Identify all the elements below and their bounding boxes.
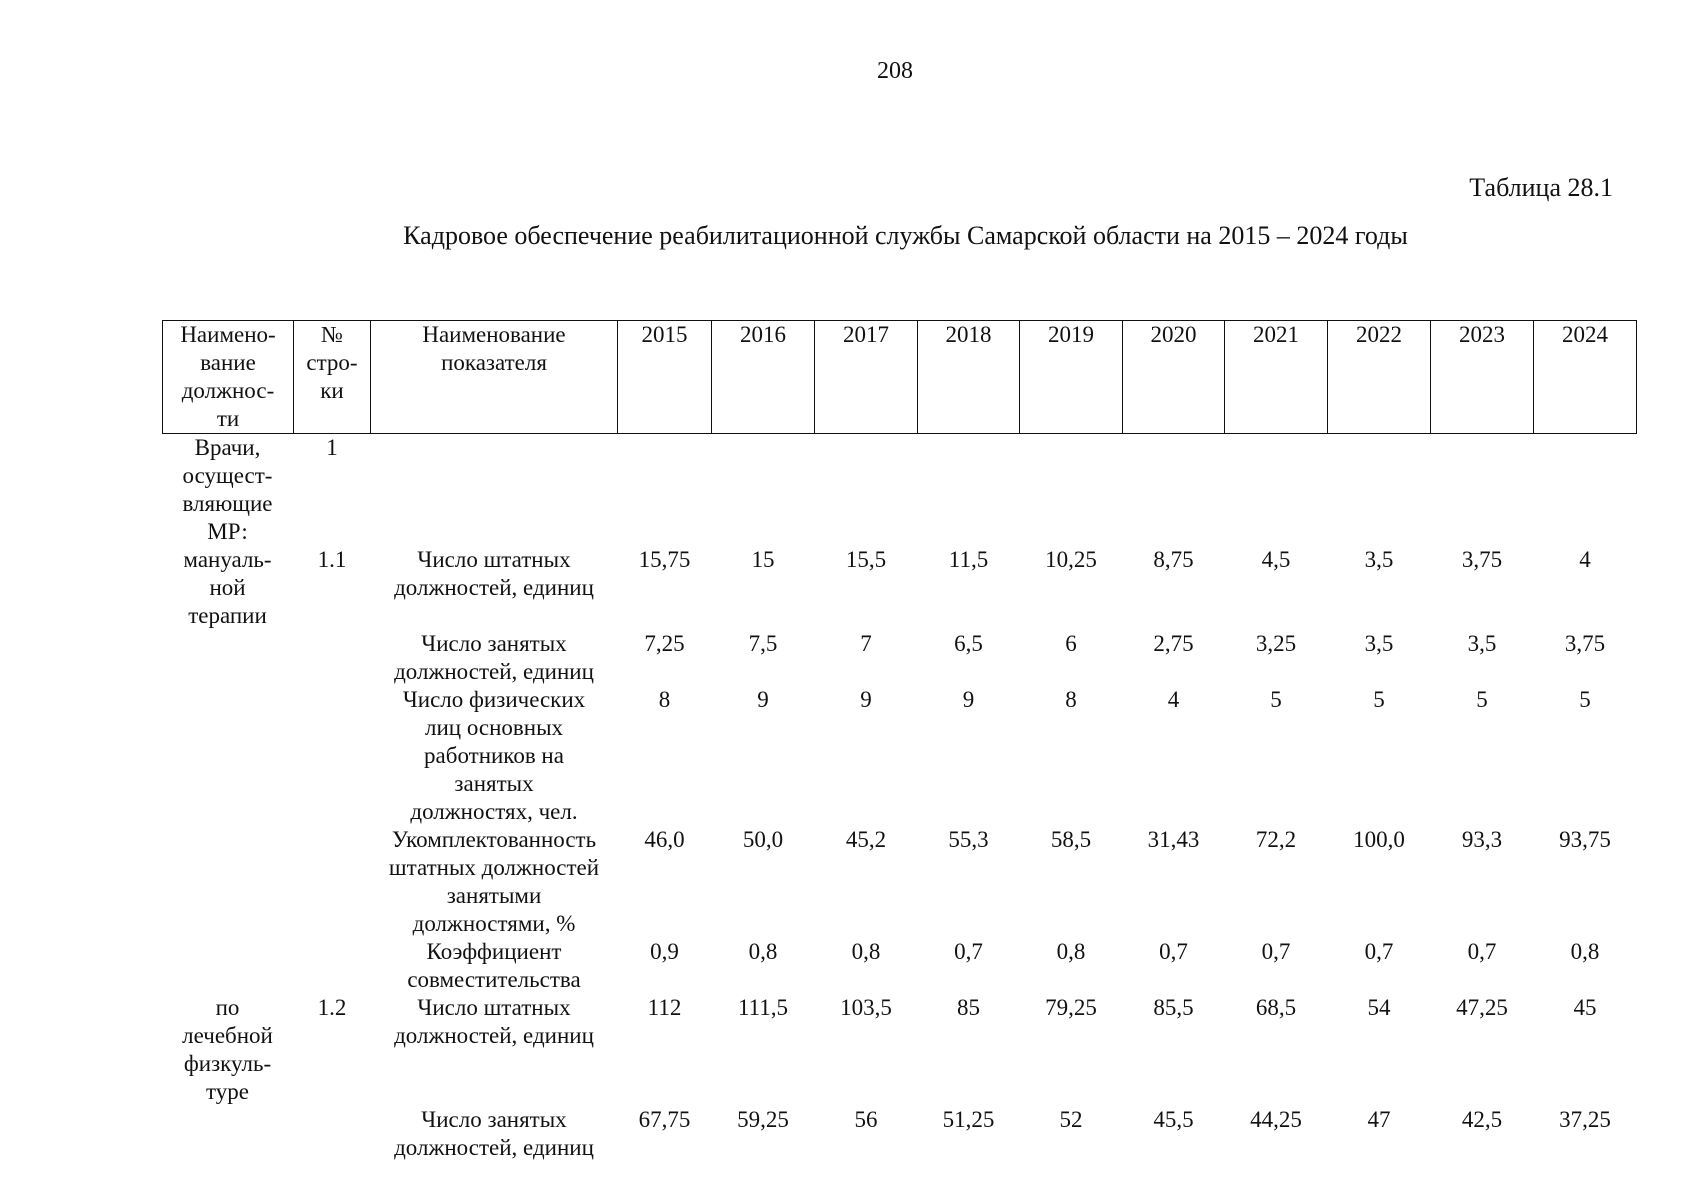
indicator-cell: Число штатных должностей, единиц (394, 547, 594, 600)
value-cell: 93,3 (1461, 827, 1503, 852)
indicator-cell (371, 434, 618, 547)
value-cell: 8,75 (1153, 547, 1194, 572)
value-cell: 54 (1367, 995, 1391, 1020)
value-cell (1123, 434, 1225, 547)
position-cell (163, 1106, 294, 1162)
value-cell: 0,8 (1570, 939, 1600, 964)
value-cell: 100,0 (1353, 827, 1405, 852)
value-cell: 2,75 (1153, 631, 1194, 656)
value-cell: 55,3 (948, 827, 989, 852)
value-cell: 111,5 (737, 995, 789, 1020)
table-row (163, 994, 1637, 1106)
value-cell: 15 (751, 547, 775, 572)
value-cell (1020, 434, 1123, 547)
value-cell: 50,0 (742, 827, 784, 852)
value-cell: 8 (658, 687, 671, 712)
position-cell: Врачи, осущест- вляющие МР: (182, 435, 273, 544)
line-no-cell (294, 686, 371, 826)
value-cell: 0,8 (851, 939, 881, 964)
value-cell: 0,7 (954, 939, 983, 964)
line-no-cell (294, 826, 371, 938)
value-cell: 45,5 (1153, 1107, 1194, 1132)
value-cell: 79,25 (1045, 995, 1097, 1020)
table-title: Кадровое обеспечение реабилитационной службы Самарской области на 2015 – 2024 годы (403, 221, 1408, 250)
value-cell: 45,2 (845, 827, 887, 852)
line-no-cell (294, 938, 371, 994)
value-cell (1534, 434, 1637, 547)
value-cell: 9 (962, 687, 975, 712)
position-cell (163, 686, 294, 826)
value-cell: 85,5 (1153, 995, 1194, 1020)
value-cell: 4 (1167, 687, 1180, 712)
position-cell (163, 630, 294, 686)
value-cell: 5 (1270, 687, 1282, 712)
header-year: 2023 (1431, 321, 1534, 434)
value-cell: 5 (1373, 687, 1385, 712)
value-cell: 112 (647, 995, 682, 1020)
value-cell: 47,25 (1456, 995, 1508, 1020)
value-cell: 3,5 (1467, 631, 1497, 656)
value-cell (1328, 434, 1431, 547)
value-cell: 31,43 (1147, 827, 1200, 852)
position-cell: по лечебной физкуль- туре (182, 995, 273, 1104)
header-row (163, 321, 1637, 434)
table-row (163, 826, 1637, 938)
value-cell: 0,8 (748, 939, 778, 964)
value-cell: 0,7 (1364, 939, 1394, 964)
value-cell: 47 (1367, 1107, 1391, 1132)
header-year: 2019 (1020, 321, 1123, 434)
value-cell (712, 434, 815, 547)
value-cell: 85 (957, 995, 980, 1020)
value-cell: 46,0 (644, 827, 685, 852)
value-cell (815, 434, 918, 547)
value-cell: 9 (757, 687, 769, 712)
table-row (163, 630, 1637, 686)
table-row (163, 1106, 1637, 1162)
line-no-cell: 1.2 (317, 995, 347, 1020)
value-cell: 0,7 (1159, 939, 1188, 964)
header-position (163, 321, 294, 434)
value-cell: 37,25 (1559, 1107, 1611, 1132)
header-year: 2015 (618, 321, 712, 434)
header-year: 2016 (712, 321, 815, 434)
value-cell: 42,5 (1461, 1107, 1503, 1132)
value-cell: 15,75 (638, 547, 691, 572)
value-cell: 10,25 (1045, 547, 1097, 572)
table-header (163, 321, 1637, 434)
header-year: 2024 (1534, 321, 1637, 434)
value-cell: 72,2 (1255, 827, 1297, 852)
position-cell: мануаль- ной терапии (183, 547, 272, 628)
value-cell: 7,5 (748, 631, 778, 656)
position-cell (163, 826, 294, 938)
value-cell: 68,5 (1255, 995, 1297, 1020)
header-year: 2017 (815, 321, 918, 434)
value-cell (618, 434, 712, 547)
table-body (163, 434, 1637, 1163)
page-number: 208 (877, 58, 913, 84)
table-caption: Таблица 28.1 (1469, 173, 1613, 202)
value-cell: 9 (860, 687, 872, 712)
value-cell: 7,25 (644, 631, 685, 656)
table-row (163, 938, 1637, 994)
indicator-cell: Число занятых должностей, единиц (394, 1107, 594, 1160)
value-cell: 45 (1573, 995, 1597, 1020)
line-no-cell: 1 (326, 435, 338, 460)
value-cell: 6 (1065, 631, 1077, 656)
indicator-cell: Коэффициент совместительства (407, 939, 581, 992)
value-cell: 51,25 (942, 1107, 995, 1132)
value-cell: 3,25 (1255, 631, 1297, 656)
header-line-no-text: № стро- ки (306, 322, 358, 403)
value-cell: 44,25 (1250, 1107, 1302, 1132)
header-line-no (294, 321, 371, 434)
indicator-cell: Число штатных должностей, единиц (394, 995, 594, 1048)
header-year: 2022 (1328, 321, 1431, 434)
value-cell: 5 (1579, 687, 1591, 712)
header-position-text: Наимено- вание должнос- ти (180, 322, 276, 431)
header-year: 2020 (1123, 321, 1225, 434)
value-cell (1225, 434, 1328, 547)
value-cell: 52 (1059, 1107, 1083, 1132)
value-cell: 3,5 (1364, 631, 1394, 656)
header-year: 2021 (1225, 321, 1328, 434)
value-cell: 0,9 (650, 939, 679, 964)
value-cell (918, 434, 1020, 547)
indicator-cell: Укомплектованность штатных должностей занятыми должностями, % (388, 827, 600, 936)
value-cell: 58,5 (1050, 827, 1092, 852)
value-cell: 8 (1065, 687, 1077, 712)
line-no-cell (294, 630, 371, 686)
value-cell: 11,5 (948, 547, 989, 572)
indicator-cell: Число занятых должностей, единиц (394, 631, 594, 684)
value-cell: 0,7 (1467, 939, 1497, 964)
table-row (163, 434, 1637, 547)
indicator-cell: Число физических лиц основных работников на занятых должностях, чел. (402, 687, 586, 824)
value-cell: 7 (860, 631, 872, 656)
value-cell: 15,5 (845, 547, 887, 572)
header-indicator-text: Наименование показателя (422, 322, 566, 375)
value-cell: 4,5 (1261, 547, 1291, 572)
line-no-cell (294, 1106, 371, 1162)
value-cell: 5 (1476, 687, 1488, 712)
line-no-cell: 1.1 (317, 547, 347, 572)
value-cell: 67,75 (638, 1107, 691, 1132)
value-cell: 0,7 (1261, 939, 1291, 964)
staffing-table (162, 320, 1637, 1162)
value-cell: 59,25 (737, 1107, 789, 1132)
value-cell: 4 (1579, 547, 1591, 572)
value-cell: 0,8 (1056, 939, 1086, 964)
value-cell: 56 (854, 1107, 878, 1132)
value-cell: 3,75 (1461, 547, 1503, 572)
value-cell: 3,5 (1364, 547, 1394, 572)
header-indicator (371, 321, 618, 434)
position-cell (163, 938, 294, 994)
header-year: 2018 (918, 321, 1020, 434)
value-cell: 3,75 (1564, 631, 1606, 656)
table-row (163, 546, 1637, 630)
table-row (163, 686, 1637, 826)
value-cell: 93,75 (1559, 827, 1611, 852)
value-cell: 103,5 (840, 995, 892, 1020)
value-cell: 6,5 (954, 631, 983, 656)
value-cell (1431, 434, 1534, 547)
